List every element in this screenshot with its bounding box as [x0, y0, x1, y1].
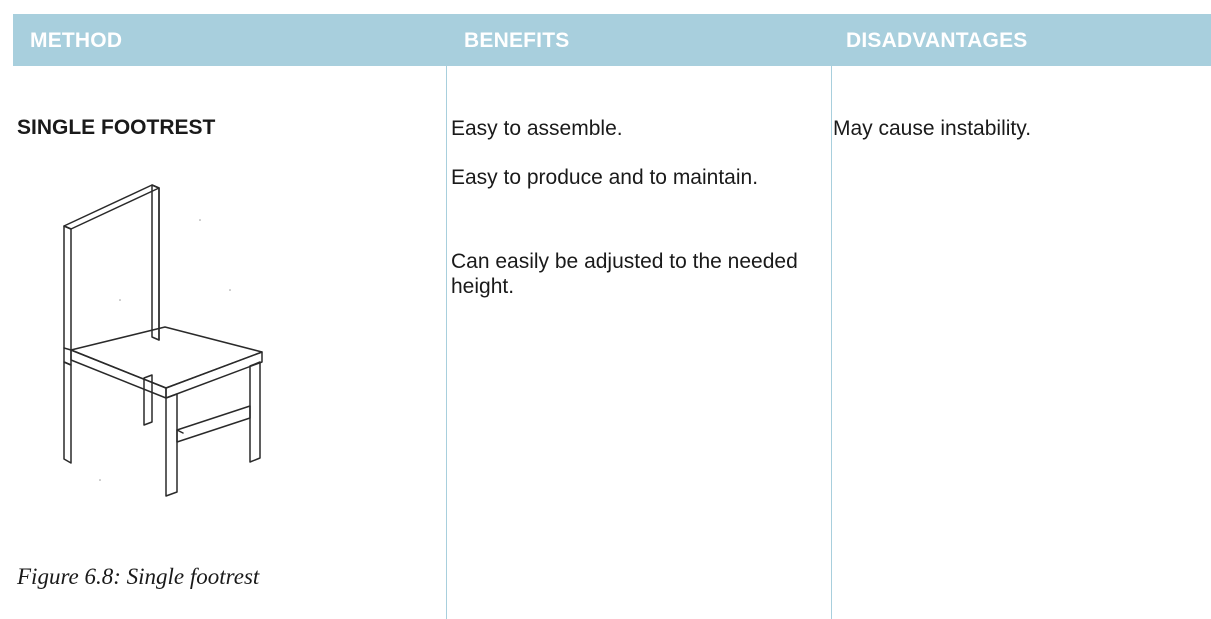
method-title: SINGLE FOOTREST: [17, 116, 216, 139]
column-divider: [831, 66, 832, 619]
header-disadvantages: DISADVANTAGES: [846, 29, 1028, 52]
benefit-item: Easy to produce and to maintain.: [451, 166, 759, 189]
figure-caption: Figure 6.8: Single footrest: [17, 564, 260, 589]
column-divider: [446, 66, 447, 619]
chair-sketch-illustration: [40, 180, 290, 500]
disadvantage-item: May cause instability.: [833, 117, 1032, 140]
benefit-item: Easy to assemble.: [451, 117, 623, 140]
header-benefits: BENEFITS: [464, 29, 570, 52]
benefit-item: Can easily be adjusted to the needed height.: [451, 250, 798, 298]
table-header-row: [13, 14, 1211, 66]
header-method: METHOD: [30, 29, 123, 52]
